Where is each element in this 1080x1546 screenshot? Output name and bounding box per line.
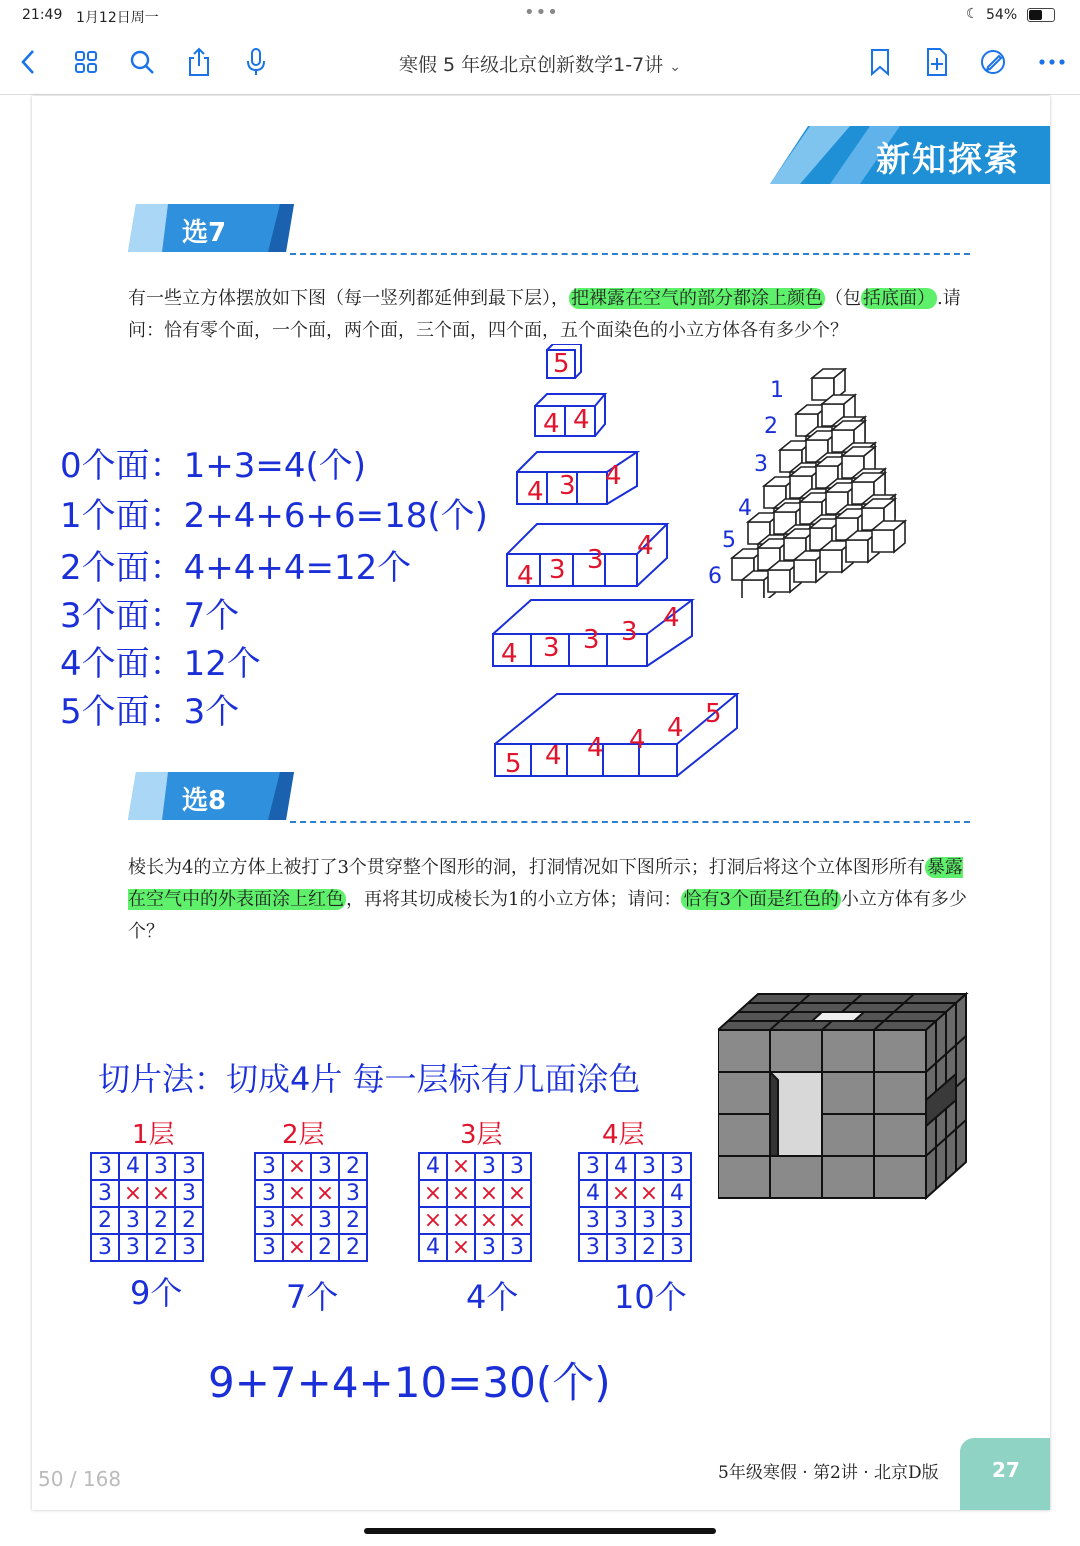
grid-cell: 3 xyxy=(175,1153,203,1180)
grid-cell: 2 xyxy=(339,1234,367,1261)
back-icon[interactable] xyxy=(12,46,44,78)
method-note: 切片法：切成4片 每一层标有几面涂色 xyxy=(98,1060,641,1098)
grid-row xyxy=(579,1153,691,1180)
holed-cube-figure xyxy=(718,950,970,1202)
grid-row xyxy=(91,1153,203,1180)
q8-highlight-1: 暴露在空气中的外表面涂上红色 xyxy=(128,857,963,910)
grid-cell: 3 xyxy=(607,1207,635,1234)
grid-cell: 4 xyxy=(579,1180,607,1207)
moon-icon: ☾ xyxy=(966,6,979,22)
grid-cell: 3 xyxy=(339,1180,367,1207)
more-icon[interactable] xyxy=(1036,46,1068,78)
grid-row xyxy=(255,1153,367,1180)
row-number: 6 xyxy=(708,564,722,589)
row-number: 2 xyxy=(764,414,778,439)
grid-cell: 3 xyxy=(475,1153,503,1180)
grid-cell: 3 xyxy=(475,1234,503,1261)
grid-cell: × xyxy=(283,1207,311,1234)
q7-question xyxy=(128,283,988,347)
q7-text-b: （包 xyxy=(825,288,861,309)
layer-label: 2层 xyxy=(282,1120,325,1150)
grid-cell: × xyxy=(147,1180,175,1207)
q8-label: 选8 xyxy=(182,786,227,816)
grid-row xyxy=(255,1234,367,1261)
grid-cell: 3 xyxy=(635,1207,663,1234)
total-answer: 9+7+4+10=30(个) xyxy=(208,1358,611,1407)
grid-cell: 3 xyxy=(607,1234,635,1261)
document-title[interactable] xyxy=(360,50,720,77)
grid-cell: 3 xyxy=(311,1207,339,1234)
svg-text:4: 4 xyxy=(637,531,654,561)
grid-row xyxy=(255,1180,367,1207)
battery-percent: 54% xyxy=(986,7,1018,23)
q8-text-c: 小立方体有多少个？ xyxy=(128,889,967,942)
grid-cell: × xyxy=(475,1207,503,1234)
divider xyxy=(290,253,970,255)
grid-row xyxy=(91,1234,203,1261)
answer-line: 4个面：12个 xyxy=(60,644,261,684)
grid-cell: × xyxy=(447,1153,475,1180)
grid-cell: 3 xyxy=(119,1234,147,1261)
grid-cell: 2 xyxy=(339,1207,367,1234)
grid-cell: × xyxy=(283,1153,311,1180)
chevron-down-icon: ⌄ xyxy=(669,59,681,75)
grid-cell: × xyxy=(503,1180,531,1207)
answer-line: 5个面：3个 xyxy=(60,692,240,732)
grid-cell: × xyxy=(447,1234,475,1261)
grid-cell: × xyxy=(607,1180,635,1207)
grid-cell: 4 xyxy=(607,1153,635,1180)
grid-cell: 3 xyxy=(579,1207,607,1234)
grid-row xyxy=(419,1234,531,1261)
grid-cell: 2 xyxy=(147,1207,175,1234)
grid-cell: × xyxy=(447,1207,475,1234)
layer-grid-2 xyxy=(254,1152,368,1262)
q7-text-a: 有一些立方体摆放如下图（每一竖列都延伸到最下层）， xyxy=(128,288,569,309)
grid-cell: 3 xyxy=(255,1180,283,1207)
bookmark-icon[interactable] xyxy=(864,46,896,78)
q8-question xyxy=(128,852,978,948)
svg-text:4: 4 xyxy=(543,409,560,439)
layer-grid-3 xyxy=(418,1152,532,1262)
toolbar xyxy=(0,32,1080,95)
grid-row xyxy=(91,1180,203,1207)
grid-cell: 2 xyxy=(339,1153,367,1180)
grid-cell: 3 xyxy=(579,1153,607,1180)
grid-cell: × xyxy=(447,1180,475,1207)
q7-highlight-1: 把裸露在空气的部分都涂上颜色 xyxy=(571,288,823,309)
svg-text:3: 3 xyxy=(543,633,560,663)
grid-cell: 3 xyxy=(91,1180,119,1207)
grid-cell: 2 xyxy=(635,1234,663,1261)
grid-cell: 3 xyxy=(91,1234,119,1261)
svg-text:4: 4 xyxy=(605,461,622,491)
banner-title: 新知探索 xyxy=(876,140,1020,180)
svg-text:3: 3 xyxy=(621,617,638,647)
svg-text:4: 4 xyxy=(663,603,680,633)
grid-cell: 3 xyxy=(175,1234,203,1261)
grid-row xyxy=(255,1207,367,1234)
q8-text-b: ，再将其切成棱长为1的小立方体；请问： xyxy=(346,889,682,910)
grid-cell: 4 xyxy=(419,1153,447,1180)
grid-cell: 3 xyxy=(147,1153,175,1180)
svg-text:4: 4 xyxy=(545,741,562,771)
svg-text:3: 3 xyxy=(587,545,604,575)
grid-row xyxy=(579,1234,691,1261)
layer-grid-4 xyxy=(578,1152,692,1262)
grid-cell: × xyxy=(283,1234,311,1261)
grid-row xyxy=(419,1207,531,1234)
grid-cell: 2 xyxy=(311,1234,339,1261)
grid-cell: 3 xyxy=(255,1234,283,1261)
grid-cell: × xyxy=(419,1180,447,1207)
grid-cell: 4 xyxy=(119,1153,147,1180)
divider xyxy=(290,821,970,823)
svg-text:4: 4 xyxy=(517,561,534,591)
grid-cell: × xyxy=(475,1180,503,1207)
grid-cell: × xyxy=(635,1180,663,1207)
svg-text:5: 5 xyxy=(505,749,522,779)
grid-cell: 3 xyxy=(119,1207,147,1234)
microphone-icon[interactable] xyxy=(240,46,272,78)
grid-row xyxy=(419,1180,531,1207)
layer-count: 9个 xyxy=(130,1274,183,1312)
svg-text:5: 5 xyxy=(705,699,722,729)
q7-highlight-2: 括底面） xyxy=(863,288,935,309)
grid-cell: × xyxy=(503,1207,531,1234)
q8-highlight-2: 恰有3个面是红色的 xyxy=(683,889,839,910)
multitask-dots[interactable]: ••• xyxy=(524,2,559,23)
layer-grid-1 xyxy=(90,1152,204,1262)
grid-cell: 2 xyxy=(175,1207,203,1234)
add-page-icon[interactable] xyxy=(921,46,953,78)
pen-icon[interactable] xyxy=(977,46,1009,78)
layer-label: 1层 xyxy=(132,1120,175,1150)
grid-row xyxy=(579,1207,691,1234)
q8-text-a: 棱长为4的立方体上被打了3个贯穿整个图形的洞，打洞情况如下图所示；打洞后将这个立体图形所有 xyxy=(128,857,925,878)
search-icon[interactable] xyxy=(126,46,158,78)
layer-count: 4个 xyxy=(466,1278,519,1316)
battery-icon xyxy=(1027,8,1055,22)
grid-cell: 2 xyxy=(147,1234,175,1261)
row-number: 4 xyxy=(738,496,752,521)
page-counter: 50 / 168 xyxy=(38,1467,122,1491)
grid-cell: 3 xyxy=(255,1153,283,1180)
svg-text:4: 4 xyxy=(629,725,646,755)
grid-row xyxy=(419,1153,531,1180)
svg-text:4: 4 xyxy=(501,639,518,669)
status-time: 21:49 xyxy=(22,7,63,23)
row-number: 5 xyxy=(722,528,736,553)
row-number: 1 xyxy=(770,378,784,403)
grid-cell: 3 xyxy=(311,1153,339,1180)
layer-label: 3层 xyxy=(460,1120,503,1150)
answer-line: 1个面：2+4+6+6=18(个) xyxy=(60,496,488,536)
svg-text:4: 4 xyxy=(587,733,604,763)
grid-cell: 3 xyxy=(175,1180,203,1207)
svg-text:4: 4 xyxy=(573,405,590,435)
layer-count: 7个 xyxy=(286,1278,339,1316)
svg-text:5: 5 xyxy=(553,349,570,379)
home-indicator[interactable] xyxy=(364,1528,716,1534)
page-number: 27 xyxy=(992,1458,1020,1482)
grid-cell: 4 xyxy=(663,1180,691,1207)
grid-cell: 3 xyxy=(663,1234,691,1261)
footer-text: 5年级寒假 · 第2讲 · 北京D版 xyxy=(718,1463,939,1483)
grid-cell: 3 xyxy=(503,1153,531,1180)
grid-cell: × xyxy=(311,1180,339,1207)
grid-icon[interactable] xyxy=(70,46,102,78)
grid-cell: × xyxy=(283,1180,311,1207)
grid-row xyxy=(91,1207,203,1234)
layer-count: 10个 xyxy=(614,1278,687,1316)
answer-line: 3个面：7个 xyxy=(60,596,240,636)
svg-text:4: 4 xyxy=(667,713,684,743)
grid-cell: 3 xyxy=(579,1234,607,1261)
grid-row xyxy=(579,1180,691,1207)
status-date: 1月12日周一 xyxy=(76,10,159,26)
grid-cell: 3 xyxy=(663,1207,691,1234)
grid-cell: 2 xyxy=(91,1207,119,1234)
svg-text:3: 3 xyxy=(559,471,576,501)
grid-cell: 3 xyxy=(503,1234,531,1261)
document-title-text: 寒假 5 年级北京创新数学1-7讲 xyxy=(399,54,664,76)
svg-text:3: 3 xyxy=(549,555,566,585)
staircase-cubes-figure xyxy=(712,368,952,598)
grid-cell: 3 xyxy=(255,1207,283,1234)
pdf-page[interactable] xyxy=(32,96,1050,1510)
status-bar xyxy=(0,0,1080,30)
grid-cell: × xyxy=(419,1207,447,1234)
row-number: 3 xyxy=(754,452,768,477)
layer-label: 4层 xyxy=(602,1120,645,1150)
svg-text:4: 4 xyxy=(527,477,544,507)
q7-text-c: .请问：恰有零个面，一个面，两个面，三个面，四个面，五个面染色的小立方体各有多少个？ xyxy=(128,288,961,341)
grid-cell: 3 xyxy=(663,1153,691,1180)
grid-cell: 3 xyxy=(635,1153,663,1180)
grid-cell: 4 xyxy=(419,1234,447,1261)
answer-line: 0个面：1+3=4(个) xyxy=(60,446,367,486)
answer-line: 2个面：4+4+4=12个 xyxy=(60,548,412,588)
grid-cell: × xyxy=(119,1180,147,1207)
share-icon[interactable] xyxy=(183,46,215,78)
svg-text:3: 3 xyxy=(583,625,600,655)
q7-label: 选7 xyxy=(182,218,227,248)
grid-cell: 3 xyxy=(91,1153,119,1180)
